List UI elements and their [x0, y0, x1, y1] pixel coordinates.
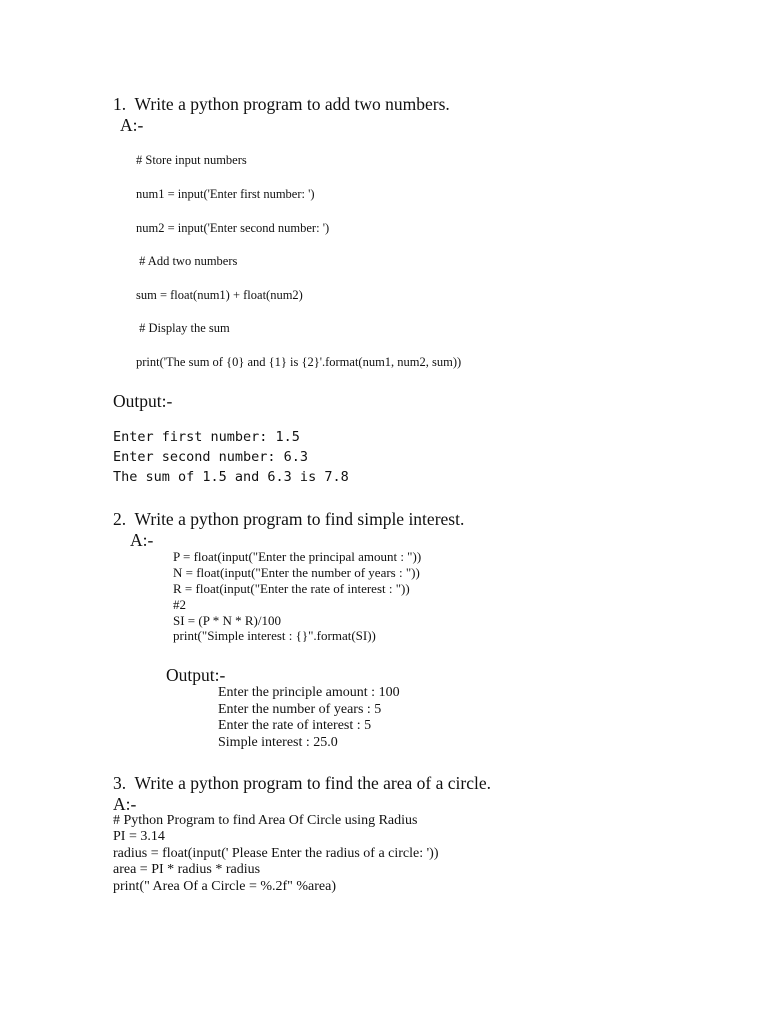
- question-1-heading: 1. Write a python program to add two numbers.: [113, 94, 450, 114]
- output-line: The sum of 1.5 and 6.3 is 7.8: [113, 469, 349, 485]
- code-line: # Add two numbers: [136, 254, 238, 268]
- code-line: #2: [173, 597, 186, 612]
- code-line: N = float(input("Enter the number of years : ")): [173, 565, 420, 580]
- answer-3-label: A:-: [113, 794, 137, 814]
- code-line: # Python Program to find Area Of Circle using Radius: [113, 813, 418, 828]
- code-line: print('The sum of {0} and {1} is {2}'.format(num1, num2, sum)): [136, 355, 462, 369]
- code-line: P = float(input("Enter the principal amount : ")): [173, 549, 422, 564]
- code-line: R = float(input("Enter the rate of interest : ")): [173, 581, 410, 596]
- output-line: Simple interest : 25.0: [218, 735, 338, 750]
- code-line: # Display the sum: [136, 321, 230, 335]
- output-line: Enter first number: 1.5: [113, 429, 300, 445]
- code-line: print(" Area Of a Circle = %.2f" %area): [113, 879, 337, 894]
- output-line: Enter the number of years : 5: [218, 702, 382, 717]
- question-2-heading: 2. Write a python program to find simple interest.: [113, 509, 465, 529]
- code-line: area = PI * radius * radius: [113, 862, 261, 877]
- code-line: sum = float(num1) + float(num2): [136, 288, 303, 302]
- answer-2-label: A:-: [130, 530, 154, 550]
- output-line: Enter second number: 6.3: [113, 449, 309, 465]
- output-2-label: Output:-: [166, 665, 226, 685]
- code-line: radius = float(input(' Please Enter the radius of a circle: ')): [113, 846, 439, 861]
- answer-1-label: A:-: [120, 115, 144, 135]
- question-3-heading: 3. Write a python program to find the area of a circle.: [113, 773, 491, 793]
- code-line: # Store input numbers: [136, 153, 247, 167]
- code-line: PI = 3.14: [113, 829, 165, 844]
- code-line: print("Simple interest : {}".format(SI)): [173, 628, 376, 643]
- code-line: num2 = input('Enter second number: '): [136, 221, 330, 235]
- output-line: Enter the rate of interest : 5: [218, 718, 372, 733]
- output-1-label: Output:-: [113, 391, 173, 411]
- code-line: num1 = input('Enter first number: '): [136, 187, 315, 201]
- output-line: Enter the principle amount : 100: [218, 685, 400, 700]
- code-line: SI = (P * N * R)/100: [173, 613, 281, 628]
